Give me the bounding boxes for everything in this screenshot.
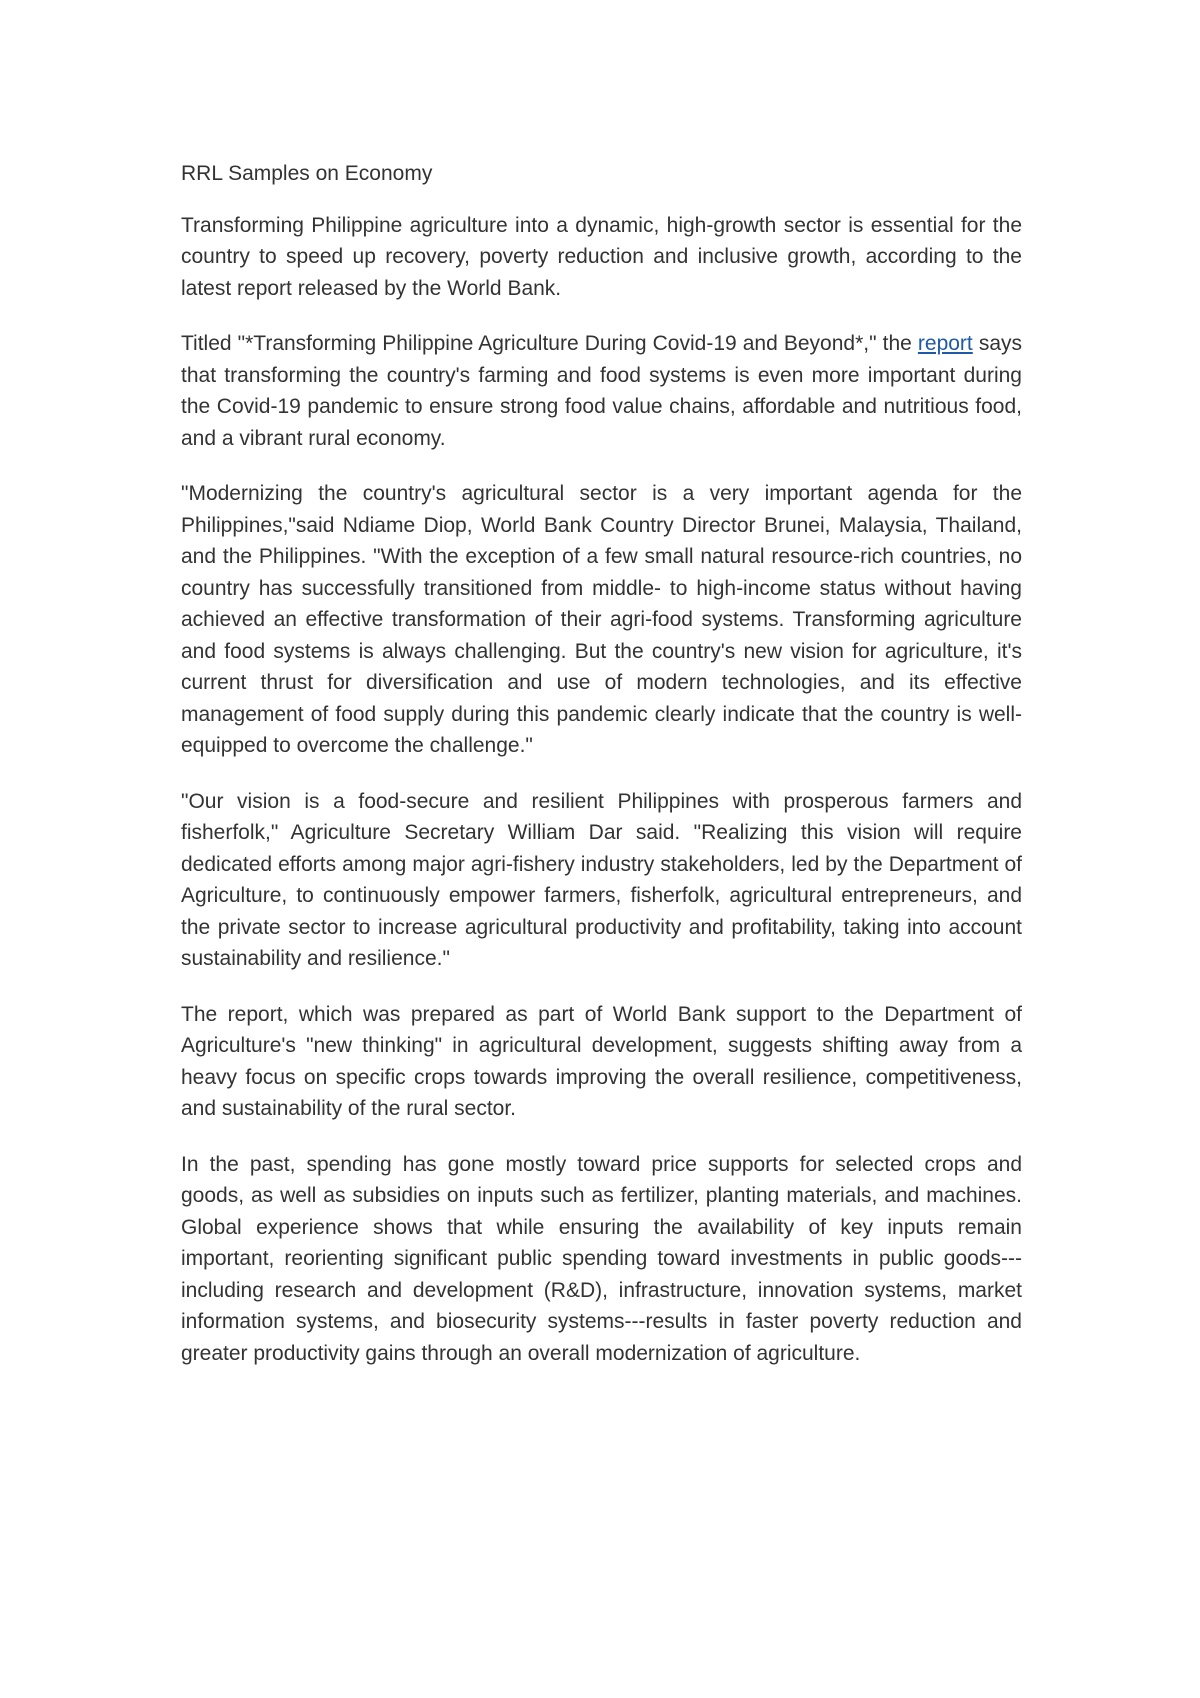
paragraph-5: The report, which was prepared as part of World Bank support to the Department of Agriculture's "new thinking" in agricultural development, suggests shifting away from a heavy focus on specific crops towards improving the overall resilience, competitiveness, and sustainability of the rural sector.	[181, 1002, 1022, 1120]
document-title: RRL Samples on Economy	[181, 162, 433, 185]
paragraph-3: "Modernizing the country's agricultural sector is a very important agenda for the Philippines,"said Ndiame Diop, World Bank Country Director Brunei, Malaysia, Thailand, and the Philippines. "With the exception of a few small natural resource-rich countries, no country has successfully transitioned from middle- to high-income status without having achieved an effective transformation of their agri-food systems. Transforming agriculture and food systems is always challenging. But the country's new vision for agriculture, it's current thrust for diversification and use of modern technologies, and its effective management of food supply during this pandemic clearly indicate that the country is well-equipped to overcome the challenge."	[181, 482, 1022, 757]
document-page	[181, 158, 1022, 1393]
paragraph-4: "Our vision is a food-secure and resilient Philippines with prosperous farmers and fisherfolk," Agriculture Secretary William Dar said. "Realizing this vision will require dedicated efforts among major agri-fishery industry stakeholders, led by the Department of Agriculture, to continuously empower farmers, fisherfolk, agricultural entrepreneurs, and the private sector to increase agricultural productivity and profitability, taking into account sustainability and resilience."	[181, 789, 1022, 970]
paragraph-2	[181, 328, 1022, 454]
paragraph-2-lead-text: Titled "*Transforming Philippine Agriculture During Covid-19 and Beyond*," the	[181, 332, 918, 355]
paragraph-6: In the past, spending has gone mostly toward price supports for selected crops and goods, as well as subsidies on inputs such as fertilizer, planting materials, and machines. Global experience shows that while ensuring the availability of key inputs remain important, reorienting significant public spending toward investments in public goods---including research and development (R&D), infrastructure, innovation systems, market information systems, and biosecurity systems---results in faster poverty reduction and greater productivity gains through an overall modernization of agriculture.	[181, 1152, 1022, 1365]
paragraph-1: Transforming Philippine agriculture into a dynamic, high-growth sector is essential for the country to speed up recovery, poverty reduction and inclusive growth, according to the latest report released by the World Bank.	[181, 213, 1022, 300]
paragraph-2-trailing-text: says that transforming the country's farming and food systems is even more important during the Covid-19 pandemic to ensure strong food value chains, affordable and nutritious food, and a vibrant rural economy.	[181, 332, 1023, 450]
report-link[interactable]: report	[917, 332, 973, 355]
